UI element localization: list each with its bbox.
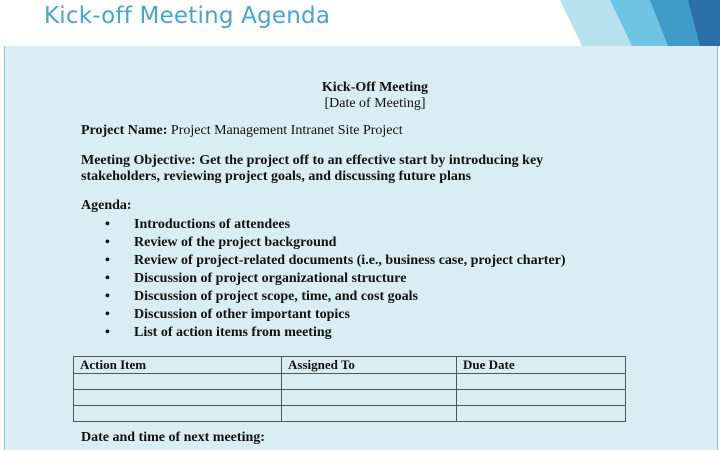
slide-title: Kick-off Meeting Agenda	[44, 3, 331, 29]
agenda-document	[4, 46, 718, 450]
agenda-item: • Discussion of project scope, time, and cost goals	[105, 288, 566, 306]
table-row	[74, 390, 626, 406]
project-name-line	[81, 123, 403, 139]
header-action-item: Action Item	[74, 357, 282, 374]
date-placeholder: [Date of Meeting]	[324, 96, 426, 111]
agenda-item: • Review of the project background	[105, 234, 566, 252]
agenda-list	[105, 216, 566, 342]
agenda-item: • List of action items from meeting	[105, 324, 566, 342]
header-due-date: Due Date	[457, 357, 626, 374]
project-name-value: Project Management Intranet Site Project	[170, 123, 403, 138]
agenda-item: • Discussion of project organizational structure	[105, 270, 566, 288]
objective-label: Meeting Objective:	[81, 153, 196, 168]
agenda-item: • Review of project-related documents (i.e., business case, project charter)	[105, 252, 566, 270]
agenda-label: Agenda:	[81, 198, 132, 213]
next-meeting-label: Date and time of next meeting:	[81, 430, 265, 445]
objective-text-1: Get the project off to an effective start by introducing key	[199, 153, 544, 168]
header-assigned-to: Assigned To	[282, 357, 457, 374]
objective-text-2: stakeholders, reviewing project goals, and discussing future plans	[81, 169, 472, 184]
corner-decoration	[550, 0, 720, 46]
agenda-item: • Discussion of other important topics	[105, 306, 566, 324]
document-title: Kick-Off Meeting	[321, 80, 429, 95]
table-header-row	[74, 357, 626, 374]
project-name-label: Project Name:	[81, 123, 168, 138]
objective-line	[81, 153, 543, 169]
action-items-table	[73, 356, 626, 422]
agenda-item: • Introductions of attendees	[105, 216, 566, 234]
table-row	[74, 406, 626, 422]
table-row	[74, 374, 626, 390]
